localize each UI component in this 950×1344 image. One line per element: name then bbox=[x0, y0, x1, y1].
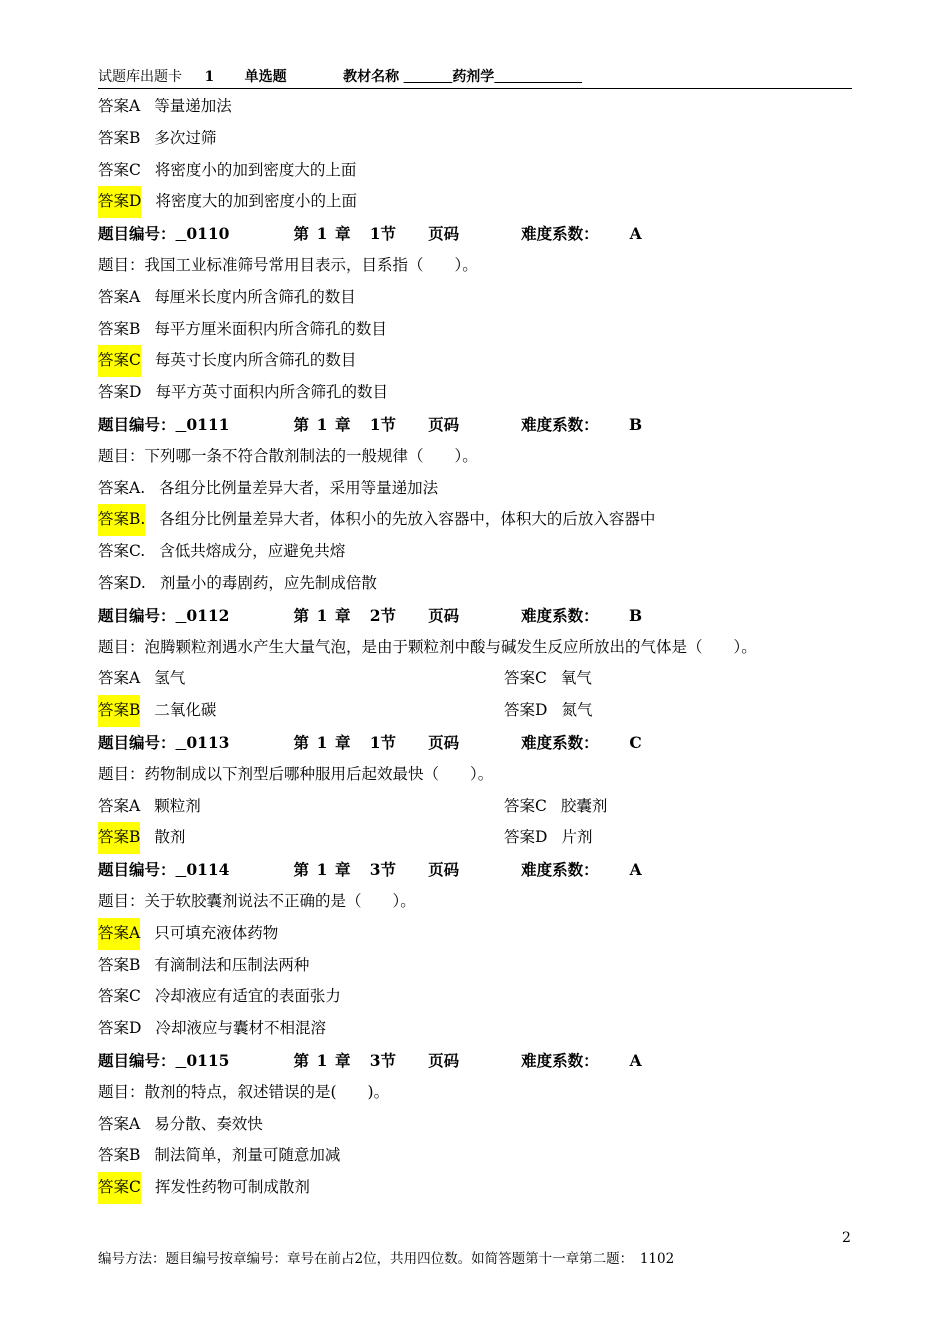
answer-item bbox=[98, 510, 655, 528]
answer-item bbox=[98, 479, 438, 497]
page-label: 页码 bbox=[428, 414, 460, 434]
difficulty-field bbox=[599, 854, 673, 886]
difficulty-label: 难度系数： bbox=[521, 224, 599, 244]
answer-option bbox=[98, 123, 858, 155]
question-header bbox=[98, 1045, 858, 1077]
answer-text: 各组分比例量差异大者，体积小的先放入容器中，体积大的后放入容器中 bbox=[159, 510, 656, 529]
chapter-number: 1 bbox=[316, 224, 328, 244]
section-field bbox=[351, 409, 381, 441]
section-label: 节 bbox=[380, 224, 397, 244]
answer-item bbox=[98, 542, 345, 560]
book-name: 药剂学 bbox=[452, 69, 495, 85]
card-header bbox=[98, 66, 852, 89]
answer-item bbox=[98, 1146, 340, 1164]
section-number: 1 bbox=[369, 224, 381, 244]
answer-item bbox=[98, 161, 356, 179]
answer-option bbox=[98, 981, 858, 1013]
difficulty-value: A bbox=[629, 860, 642, 880]
section-field bbox=[351, 727, 381, 759]
difficulty-label: 难度系数： bbox=[521, 1050, 599, 1070]
answer-text: 将密度大的加到密度小的上面 bbox=[155, 192, 357, 211]
answer-item bbox=[504, 695, 592, 727]
answer-option bbox=[98, 345, 858, 377]
answer-text: 每英寸长度内所含筛孔的数目 bbox=[154, 351, 357, 370]
answer-option bbox=[98, 473, 858, 505]
chapter-label: 章 bbox=[335, 224, 351, 244]
answer-row bbox=[98, 791, 858, 823]
answer-item bbox=[98, 987, 341, 1005]
answer-label: 答案D bbox=[504, 828, 548, 847]
answer-option bbox=[98, 1109, 858, 1141]
section-label: 节 bbox=[380, 605, 397, 625]
answer-text: 每厘米长度内所含筛孔的数目 bbox=[154, 287, 356, 306]
answer-option bbox=[98, 918, 858, 950]
answer-item bbox=[504, 822, 592, 854]
answer-text: 氢气 bbox=[154, 669, 186, 688]
chapter-field bbox=[309, 409, 335, 441]
section-number: 3 bbox=[369, 1050, 381, 1070]
question-stem: 题目：泡腾颗粒剂遇水产生大量气泡，是由于颗粒剂中酸与碱发生反应所放出的气体是（ ）。 bbox=[98, 637, 757, 656]
question-stem: 题目：药物制成以下剂型后哪种服用后起效最快（ ）。 bbox=[98, 764, 494, 783]
answer-option bbox=[98, 155, 858, 187]
answer-label: 答案A bbox=[98, 1114, 141, 1133]
answer-option bbox=[98, 282, 858, 314]
answer-text: 等量递加法 bbox=[154, 97, 232, 115]
difficulty-field bbox=[599, 409, 673, 441]
answer-text: 挥发性药物可制成散剂 bbox=[154, 1178, 310, 1197]
section-number: 3 bbox=[369, 860, 381, 880]
chapter-label: 章 bbox=[335, 1050, 351, 1070]
answer-item bbox=[98, 1019, 326, 1037]
answer-item bbox=[98, 129, 216, 147]
answer-text: 片剂 bbox=[561, 828, 593, 847]
difficulty-label: 难度系数： bbox=[521, 860, 599, 880]
id-label: 题目编号： bbox=[98, 414, 176, 434]
answer-label: 答案C bbox=[98, 160, 141, 179]
id-label: 题目编号： bbox=[98, 732, 176, 752]
answer-option bbox=[98, 1140, 858, 1172]
difficulty-field bbox=[599, 218, 673, 250]
answer-text: 制法简单，剂量可随意加减 bbox=[154, 1146, 341, 1165]
answer-item bbox=[98, 669, 185, 687]
answer-item bbox=[98, 1115, 263, 1133]
id-label: 题目编号： bbox=[98, 860, 176, 880]
question-header bbox=[98, 600, 858, 632]
answer-option bbox=[98, 1172, 858, 1204]
question-id-field bbox=[176, 218, 276, 250]
question-stem: 题目：关于软胶囊剂说法不正确的是（ ）。 bbox=[98, 891, 416, 910]
question-header bbox=[98, 727, 858, 759]
question-id-field bbox=[176, 854, 276, 886]
answer-label: 答案C bbox=[98, 1172, 141, 1204]
answer-text: 多次过筛 bbox=[154, 128, 217, 147]
answer-item bbox=[98, 192, 357, 210]
answer-label: 答案D bbox=[98, 186, 141, 218]
difficulty-label: 难度系数： bbox=[521, 605, 599, 625]
page-label: 页码 bbox=[428, 860, 460, 880]
answer-item bbox=[98, 956, 309, 974]
answer-text: 将密度小的加到密度大的上面 bbox=[154, 160, 357, 179]
difficulty-label: 难度系数： bbox=[521, 732, 599, 752]
answer-label: 答案C bbox=[98, 345, 141, 377]
answer-text: 颗粒剂 bbox=[154, 796, 201, 815]
question-stem: 题目：散剂的特点，叙述错误的是( )。 bbox=[98, 1082, 390, 1101]
answer-text: 氧气 bbox=[560, 669, 592, 688]
page-label: 页码 bbox=[428, 605, 460, 625]
question-type: 单选题 bbox=[244, 69, 287, 85]
answer-option bbox=[98, 1013, 858, 1045]
answer-text: 二氧化碳 bbox=[154, 701, 217, 720]
chapter-pre-label: 第 bbox=[293, 860, 310, 880]
card-number: 1 bbox=[204, 69, 215, 85]
chapter-field bbox=[309, 854, 335, 886]
chapter-field bbox=[309, 218, 335, 250]
answer-item bbox=[98, 383, 388, 401]
chapter-label: 章 bbox=[335, 605, 351, 625]
answer-option bbox=[98, 91, 858, 123]
answer-option bbox=[98, 186, 858, 218]
chapter-pre-label: 第 bbox=[293, 1050, 310, 1070]
answer-text: 每平方英寸面积内所含筛孔的数目 bbox=[155, 383, 388, 402]
book-name-field bbox=[404, 66, 582, 88]
answer-item bbox=[98, 97, 232, 115]
section-label: 节 bbox=[380, 414, 397, 434]
question-stem: 题目：我国工业标准筛号常用目表示，目系指（ ）。 bbox=[98, 255, 478, 274]
chapter-label: 章 bbox=[335, 860, 351, 880]
difficulty-value: C bbox=[629, 732, 642, 752]
page-label: 页码 bbox=[428, 224, 460, 244]
answer-item bbox=[98, 701, 216, 719]
answer-text: 含低共熔成分，应避免共熔 bbox=[159, 542, 346, 561]
answer-item bbox=[98, 288, 356, 306]
section-field bbox=[351, 600, 381, 632]
answer-label: 答案D. bbox=[98, 573, 146, 592]
answer-item bbox=[98, 574, 377, 592]
section-field bbox=[351, 1045, 381, 1077]
answer-row bbox=[98, 695, 858, 727]
answer-text: 剂量小的毒剧药，应先制成倍散 bbox=[159, 573, 377, 592]
answer-label: 答案C bbox=[504, 796, 547, 815]
section-field bbox=[351, 854, 381, 886]
question-id: 0110 bbox=[186, 224, 230, 244]
chapter-pre-label: 第 bbox=[293, 414, 310, 434]
difficulty-field bbox=[599, 600, 673, 632]
question-list bbox=[98, 91, 858, 1204]
answer-text: 只可填充液体药物 bbox=[154, 923, 279, 942]
section-label: 节 bbox=[380, 1050, 397, 1070]
answer-text: 各组分比例量差异大者，采用等量递加法 bbox=[159, 478, 439, 497]
chapter-number: 1 bbox=[316, 860, 328, 880]
answer-option bbox=[98, 536, 858, 568]
question-stem: 题目：下列哪一条不符合散剂制法的一般规律（ ）。 bbox=[98, 446, 478, 465]
answer-option bbox=[98, 314, 858, 346]
section-number: 1 bbox=[369, 414, 381, 434]
difficulty-value: B bbox=[629, 414, 643, 434]
answer-text: 每平方厘米面积内所含筛孔的数目 bbox=[154, 319, 387, 338]
footer-note: 编号方法：题目编号按章编号：章号在前占2位，共用四位数。如简答题第十一章第二题： 1102 bbox=[98, 1251, 675, 1267]
chapter-field bbox=[309, 727, 335, 759]
question-header bbox=[98, 409, 858, 441]
difficulty-field bbox=[599, 1045, 673, 1077]
chapter-pre-label: 第 bbox=[293, 224, 310, 244]
section-number: 2 bbox=[369, 605, 381, 625]
answer-text: 有滴制法和压制法两种 bbox=[154, 955, 310, 974]
difficulty-value: A bbox=[629, 224, 642, 244]
answer-label: 答案C bbox=[504, 669, 547, 688]
section-number: 1 bbox=[369, 732, 381, 752]
answer-label: 答案A bbox=[98, 796, 141, 815]
page-label: 页码 bbox=[428, 732, 460, 752]
chapter-pre-label: 第 bbox=[293, 732, 310, 752]
chapter-field bbox=[309, 600, 335, 632]
answer-label: 答案C bbox=[98, 987, 141, 1006]
difficulty-value: B bbox=[629, 605, 643, 625]
section-label: 节 bbox=[380, 732, 397, 752]
section-field bbox=[351, 218, 381, 250]
question-id-field bbox=[176, 1045, 276, 1077]
answer-text: 散剂 bbox=[154, 828, 186, 847]
page-number: 2 bbox=[842, 1230, 851, 1246]
answer-label: 答案B bbox=[98, 822, 140, 854]
answer-label: 答案B bbox=[98, 955, 141, 974]
answer-text: 易分散、奏效快 bbox=[154, 1114, 263, 1133]
question-id: 0114 bbox=[186, 860, 230, 880]
answer-label: 答案B bbox=[98, 319, 141, 338]
answer-label: 答案A bbox=[98, 97, 141, 115]
section-label: 节 bbox=[380, 860, 397, 880]
answer-item bbox=[98, 351, 356, 369]
answer-label: 答案B bbox=[98, 695, 140, 727]
chapter-number: 1 bbox=[316, 605, 328, 625]
question-id: 0115 bbox=[186, 1050, 230, 1070]
id-label: 题目编号： bbox=[98, 605, 176, 625]
difficulty-value: A bbox=[629, 1050, 642, 1070]
answer-option bbox=[98, 568, 858, 600]
chapter-label: 章 bbox=[335, 732, 351, 752]
question-header bbox=[98, 854, 858, 886]
answer-option bbox=[98, 377, 858, 409]
answer-label: 答案C. bbox=[98, 542, 146, 561]
id-label: 题目编号： bbox=[98, 1050, 176, 1070]
question-id: 0111 bbox=[186, 414, 230, 434]
answer-label: 答案D bbox=[98, 383, 142, 402]
answer-item bbox=[98, 828, 185, 846]
answer-label: 答案B bbox=[98, 128, 141, 147]
difficulty-label: 难度系数： bbox=[521, 414, 599, 434]
chapter-number: 1 bbox=[316, 732, 328, 752]
answer-text: 冷却液应有适宜的表面张力 bbox=[154, 987, 341, 1006]
answer-item bbox=[98, 797, 201, 815]
answer-label: 答案A bbox=[98, 918, 140, 950]
question-id: 0113 bbox=[186, 732, 230, 752]
answer-label: 答案A bbox=[98, 287, 141, 306]
answer-row bbox=[98, 822, 858, 854]
answer-text: 冷却液应与囊材不相混溶 bbox=[155, 1019, 326, 1038]
question-id-field bbox=[176, 409, 276, 441]
answer-label: 答案B. bbox=[98, 504, 145, 536]
answer-option bbox=[98, 504, 858, 536]
answer-row bbox=[98, 663, 858, 695]
chapter-label: 章 bbox=[335, 414, 351, 434]
answer-label: 答案A bbox=[98, 669, 141, 688]
chapter-number: 1 bbox=[316, 1050, 328, 1070]
answer-text: 氮气 bbox=[561, 701, 593, 720]
answer-label: 答案A. bbox=[98, 478, 146, 497]
chapter-field bbox=[309, 1045, 335, 1077]
answer-text: 胶囊剂 bbox=[560, 796, 608, 815]
chapter-pre-label: 第 bbox=[293, 605, 310, 625]
question-header bbox=[98, 218, 858, 250]
question-id-field bbox=[176, 727, 276, 759]
chapter-number: 1 bbox=[316, 414, 328, 434]
answer-item bbox=[98, 1178, 310, 1196]
card-label: 试题库出题卡 bbox=[98, 69, 182, 85]
page-label: 页码 bbox=[428, 1050, 460, 1070]
answer-item bbox=[98, 320, 387, 338]
book-label: 教材名称 bbox=[343, 69, 400, 85]
answer-label: 答案D bbox=[504, 701, 548, 720]
answer-label: 答案D bbox=[98, 1019, 142, 1038]
answer-option bbox=[98, 950, 858, 982]
answer-label: 答案B bbox=[98, 1146, 141, 1165]
answer-item bbox=[504, 791, 607, 823]
id-label: 题目编号： bbox=[98, 224, 176, 244]
question-id-field bbox=[176, 600, 276, 632]
answer-item bbox=[504, 663, 592, 695]
answer-item bbox=[98, 924, 278, 942]
question-id: 0112 bbox=[186, 605, 230, 625]
difficulty-field bbox=[599, 727, 673, 759]
